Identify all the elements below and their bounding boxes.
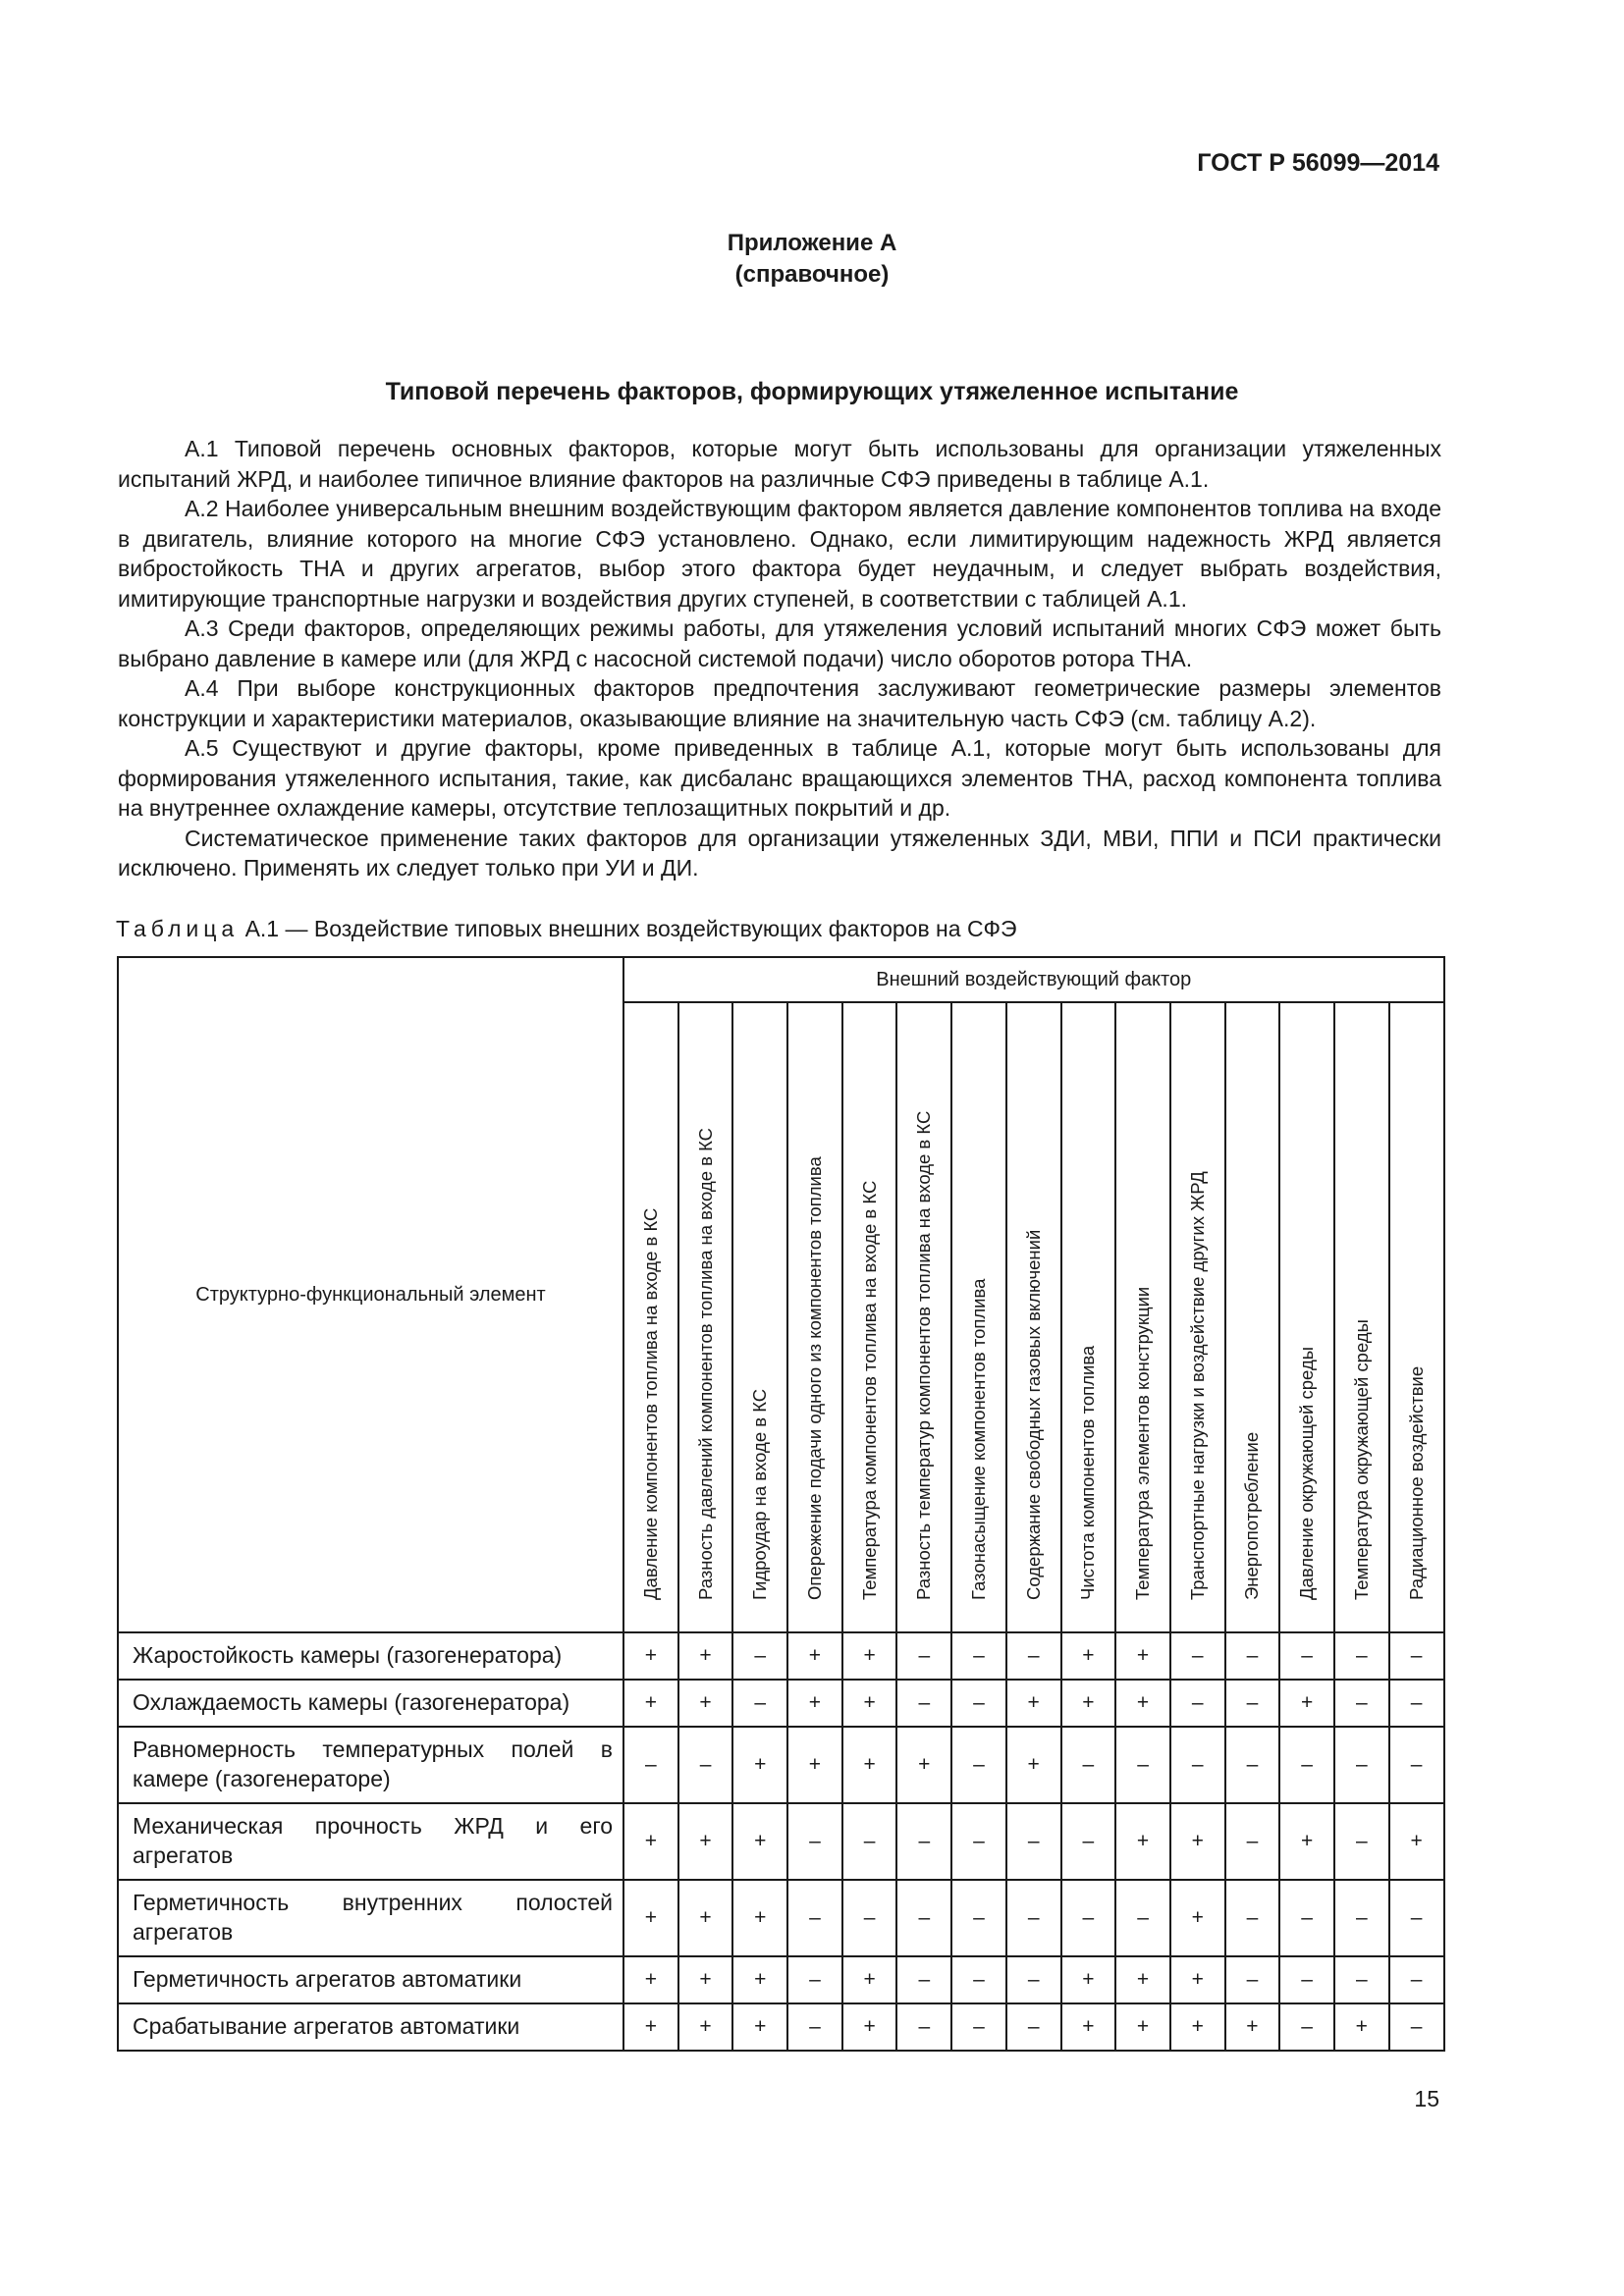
influence-mark-cell: + <box>623 1880 678 1956</box>
factor-column-header <box>1225 1002 1280 1632</box>
table-caption-text: А.1 — Воздействие типовых внешних воздействующих факторов на СФЭ <box>244 916 1017 941</box>
influence-mark-cell: + <box>787 1727 842 1803</box>
element-name-cell: Герметичность внутренних полостей агрегатов <box>118 1880 623 1956</box>
factor-column-header <box>1170 1002 1225 1632</box>
influence-mark-cell: + <box>1389 1803 1444 1880</box>
element-name-cell: Равномерность температурных полей в камере (газогенераторе) <box>118 1727 623 1803</box>
influence-mark-cell: – <box>1006 1803 1061 1880</box>
influence-mark-cell: – <box>1279 1727 1334 1803</box>
paragraph-a3: А.3 Среди факторов, определяющих режимы работы, для утяжеления условий испытаний многих СФЭ может быть выбрано давление в камере или (для ЖРД с насосной системой подачи) число оборотов ротора ТНА. <box>118 615 1441 671</box>
element-name-cell: Механическая прочность ЖРД и его агрегатов <box>118 1803 623 1880</box>
influence-mark-cell: – <box>1279 1880 1334 1956</box>
influence-mark-cell: – <box>951 1803 1006 1880</box>
influence-mark-cell: – <box>787 1803 842 1880</box>
paragraph-a5: А.5 Существуют и другие факторы, кроме приведенных в таблице А.1, которые могут быть использованы для формирования утяжеленного испытания, такие, как дисбаланс вращающихся элементов ТНА, расход компонента топлива на внутреннее охлаждение камеры, отсутствие теплозащитных покрытий и др. <box>118 735 1441 821</box>
factor-label: Содержание свободных газовых включений <box>1022 1229 1044 1600</box>
factor-column-header <box>842 1002 897 1632</box>
influence-mark-cell: + <box>1170 1956 1225 2003</box>
element-name-cell: Жаростойкость камеры (газогенератора) <box>118 1632 623 1680</box>
table-row <box>118 1956 1444 2003</box>
influence-mark-cell: + <box>1170 1880 1225 1956</box>
influence-mark-cell: – <box>896 1632 951 1680</box>
factor-column-header <box>896 1002 951 1632</box>
influence-mark-cell: + <box>1170 1803 1225 1880</box>
influence-mark-cell: – <box>678 1727 733 1803</box>
factor-label: Температура компонентов топлива на входе в КС <box>858 1180 880 1600</box>
influence-mark-cell: + <box>1061 2003 1116 2051</box>
influence-mark-cell: – <box>1225 1632 1280 1680</box>
factor-column-header <box>951 1002 1006 1632</box>
influence-mark-cell: – <box>842 1803 897 1880</box>
influence-mark-cell: – <box>1061 1727 1116 1803</box>
factor-column-header <box>1115 1002 1170 1632</box>
influence-mark-cell: + <box>623 1956 678 2003</box>
factor-column-header <box>732 1002 787 1632</box>
factor-label: Транспортные нагрузки и воздействие других ЖРД <box>1186 1171 1208 1600</box>
table-row <box>118 1727 1444 1803</box>
table-row <box>118 2003 1444 2051</box>
factor-label: Энергопотребление <box>1241 1431 1263 1600</box>
influence-mark-cell: + <box>623 1803 678 1880</box>
influence-mark-cell: + <box>1115 1956 1170 2003</box>
influence-mark-cell: + <box>732 2003 787 2051</box>
appendix-title: Приложение А <box>727 230 897 256</box>
influence-mark-cell: – <box>1334 1880 1389 1956</box>
influence-mark-cell: + <box>1115 1803 1170 1880</box>
paragraph-a2: А.2 Наиболее универсальным внешним воздействующим фактором является давление компонентов топлива на входе в двигатель, влияние которого на многие СФЭ установлено. Однако, если лимитирующим надежность ЖРД является вибростойкость ТНА и других агрегатов, выбор этого фактора будет неудачным, и следует выбрать воздействия, имитирующие транспортные нагрузки и воздействия других ступеней, в соответствии с таблицей А.1. <box>118 496 1441 612</box>
factor-label: Давление окружающей среды <box>1296 1346 1318 1600</box>
influence-mark-cell: + <box>1061 1956 1116 2003</box>
influence-mark-cell: + <box>896 1727 951 1803</box>
influence-mark-cell: – <box>1170 1680 1225 1727</box>
influence-mark-cell: + <box>1061 1680 1116 1727</box>
influence-mark-cell: + <box>678 1880 733 1956</box>
factors-table <box>117 956 1445 2052</box>
influence-mark-cell: – <box>896 2003 951 2051</box>
factor-column-header <box>1389 1002 1444 1632</box>
factor-column-header <box>1061 1002 1116 1632</box>
influence-mark-cell: – <box>951 2003 1006 2051</box>
influence-mark-cell: – <box>787 2003 842 2051</box>
element-name-cell: Охлаждаемость камеры (газогенератора) <box>118 1680 623 1727</box>
influence-mark-cell: + <box>678 1803 733 1880</box>
factor-column-header <box>623 1002 678 1632</box>
influence-mark-cell: – <box>1170 1727 1225 1803</box>
influence-mark-cell: + <box>678 1956 733 2003</box>
influence-mark-cell: + <box>1006 1680 1061 1727</box>
influence-mark-cell: – <box>1389 1680 1444 1727</box>
factor-label: Чистота компонентов топлива <box>1077 1345 1099 1600</box>
factor-label: Газонасыщение компонентов топлива <box>967 1278 989 1600</box>
influence-mark-cell: + <box>678 1680 733 1727</box>
influence-mark-cell: + <box>1225 2003 1280 2051</box>
factor-label: Радиационное воздействие <box>1405 1365 1427 1600</box>
influence-mark-cell: + <box>842 2003 897 2051</box>
influence-mark-cell: + <box>623 2003 678 2051</box>
influence-mark-cell: + <box>623 1632 678 1680</box>
paragraph-a4: А.4 При выборе конструкционных факторов предпочтения заслуживают геометрические размеры элементов конструкции и характеристики материалов, оказывающие влияние на значительную часть СФЭ (см. таблицу А.2). <box>118 675 1441 731</box>
influence-mark-cell: – <box>1334 1680 1389 1727</box>
influence-mark-cell: + <box>732 1880 787 1956</box>
influence-mark-cell: – <box>1225 1803 1280 1880</box>
influence-mark-cell: – <box>1279 1956 1334 2003</box>
influence-mark-cell: + <box>1115 1680 1170 1727</box>
influence-mark-cell: – <box>951 1956 1006 2003</box>
influence-mark-cell: – <box>1006 1880 1061 1956</box>
appendix-heading <box>0 228 1624 291</box>
influence-mark-cell: + <box>1334 2003 1389 2051</box>
table-caption <box>116 916 1017 942</box>
influence-mark-cell: + <box>732 1956 787 2003</box>
influence-mark-cell: + <box>842 1680 897 1727</box>
influence-mark-cell: – <box>787 1880 842 1956</box>
influence-mark-cell: – <box>1115 1880 1170 1956</box>
influence-mark-cell: + <box>842 1632 897 1680</box>
document-id: ГОСТ Р 56099—2014 <box>1197 149 1439 177</box>
influence-mark-cell: + <box>1115 1632 1170 1680</box>
influence-mark-cell: + <box>787 1680 842 1727</box>
influence-mark-cell: – <box>732 1680 787 1727</box>
body-text <box>118 434 1441 883</box>
influence-mark-cell: – <box>951 1727 1006 1803</box>
influence-mark-cell: – <box>787 1956 842 2003</box>
influence-mark-cell: – <box>951 1880 1006 1956</box>
element-column-header: Структурно-функциональный элемент <box>118 957 623 1632</box>
factor-label: Гидроудар на входе в КС <box>749 1388 771 1600</box>
influence-mark-cell: – <box>896 1880 951 1956</box>
table-body <box>118 1632 1444 2051</box>
influence-mark-cell: – <box>1334 1803 1389 1880</box>
factor-column-header <box>678 1002 733 1632</box>
influence-mark-cell: – <box>1006 1956 1061 2003</box>
influence-mark-cell: – <box>1225 1727 1280 1803</box>
influence-mark-cell: + <box>1279 1803 1334 1880</box>
table-row <box>118 1803 1444 1880</box>
influence-mark-cell: + <box>842 1956 897 2003</box>
influence-mark-cell: – <box>896 1680 951 1727</box>
influence-mark-cell: – <box>732 1632 787 1680</box>
table-row <box>118 1880 1444 1956</box>
influence-mark-cell: – <box>1279 1632 1334 1680</box>
influence-mark-cell: + <box>678 2003 733 2051</box>
factor-label: Давление компонентов топлива на входе в КС <box>639 1207 661 1600</box>
factor-column-header <box>1334 1002 1389 1632</box>
element-name-cell: Срабатывание агрегатов автоматики <box>118 2003 623 2051</box>
influence-mark-cell: – <box>1389 1880 1444 1956</box>
influence-mark-cell: + <box>1170 2003 1225 2051</box>
factor-column-header <box>1006 1002 1061 1632</box>
influence-mark-cell: – <box>1334 1956 1389 2003</box>
influence-mark-cell: – <box>1334 1632 1389 1680</box>
influence-mark-cell: – <box>1279 2003 1334 2051</box>
influence-mark-cell: – <box>1170 1632 1225 1680</box>
influence-mark-cell: + <box>1279 1680 1334 1727</box>
influence-mark-cell: – <box>1225 1956 1280 2003</box>
influence-mark-cell: – <box>1006 1632 1061 1680</box>
influence-mark-cell: + <box>1061 1632 1116 1680</box>
factor-label: Температура окружающей среды <box>1350 1319 1372 1600</box>
influence-mark-cell: – <box>623 1727 678 1803</box>
factor-label: Температура элементов конструкции <box>1132 1286 1154 1600</box>
influence-mark-cell: + <box>1115 2003 1170 2051</box>
influence-mark-cell: – <box>1334 1727 1389 1803</box>
influence-mark-cell: + <box>842 1727 897 1803</box>
factor-group-header: Внешний воздействующий фактор <box>623 957 1444 1002</box>
paragraph-a1: А.1 Типовой перечень основных факторов, которые могут быть использованы для организации утяжеленных испытаний ЖРД, и наиболее типичное влияние факторов на различные СФЭ приведены в таблице А.1. <box>118 436 1441 492</box>
factor-label: Опережение подачи одного из компонентов топлива <box>803 1156 825 1600</box>
influence-mark-cell: + <box>787 1632 842 1680</box>
influence-mark-cell: + <box>732 1727 787 1803</box>
influence-mark-cell: – <box>1389 1632 1444 1680</box>
influence-mark-cell: – <box>1389 1727 1444 1803</box>
influence-mark-cell: – <box>896 1803 951 1880</box>
influence-mark-cell: – <box>1061 1803 1116 1880</box>
table-row <box>118 1632 1444 1680</box>
section-title: Типовой перечень факторов, формирующих утяжеленное испытание <box>385 378 1239 405</box>
influence-mark-cell: + <box>732 1803 787 1880</box>
influence-mark-cell: – <box>1061 1880 1116 1956</box>
element-name-cell: Герметичность агрегатов автоматики <box>118 1956 623 2003</box>
influence-mark-cell: – <box>1115 1727 1170 1803</box>
influence-mark-cell: – <box>951 1680 1006 1727</box>
influence-mark-cell: – <box>1225 1680 1280 1727</box>
influence-mark-cell: + <box>1006 1727 1061 1803</box>
factor-label: Разность температур компонентов топлива на входе в КС <box>913 1110 935 1600</box>
influence-mark-cell: – <box>896 1956 951 2003</box>
influence-mark-cell: – <box>1389 2003 1444 2051</box>
influence-mark-cell: – <box>951 1632 1006 1680</box>
factor-column-header <box>787 1002 842 1632</box>
factor-column-header <box>1279 1002 1334 1632</box>
influence-mark-cell: – <box>1389 1956 1444 2003</box>
page-number: 15 <box>1414 2086 1439 2111</box>
factor-label: Разность давлений компонентов топлива на входе в КС <box>694 1127 716 1600</box>
appendix-subtitle: (справочное) <box>734 261 890 288</box>
influence-mark-cell: – <box>1225 1880 1280 1956</box>
influence-mark-cell: – <box>1006 2003 1061 2051</box>
table-row <box>118 1680 1444 1727</box>
influence-mark-cell: + <box>623 1680 678 1727</box>
influence-mark-cell: + <box>678 1632 733 1680</box>
table-caption-label: Таблица <box>116 916 240 941</box>
paragraph-conclusion: Систематическое применение таких факторов для организации утяжеленных ЗДИ, МВИ, ППИ и ПСИ практически исключено. Применять их следует только при УИ и ДИ. <box>118 825 1441 881</box>
influence-mark-cell: – <box>842 1880 897 1956</box>
